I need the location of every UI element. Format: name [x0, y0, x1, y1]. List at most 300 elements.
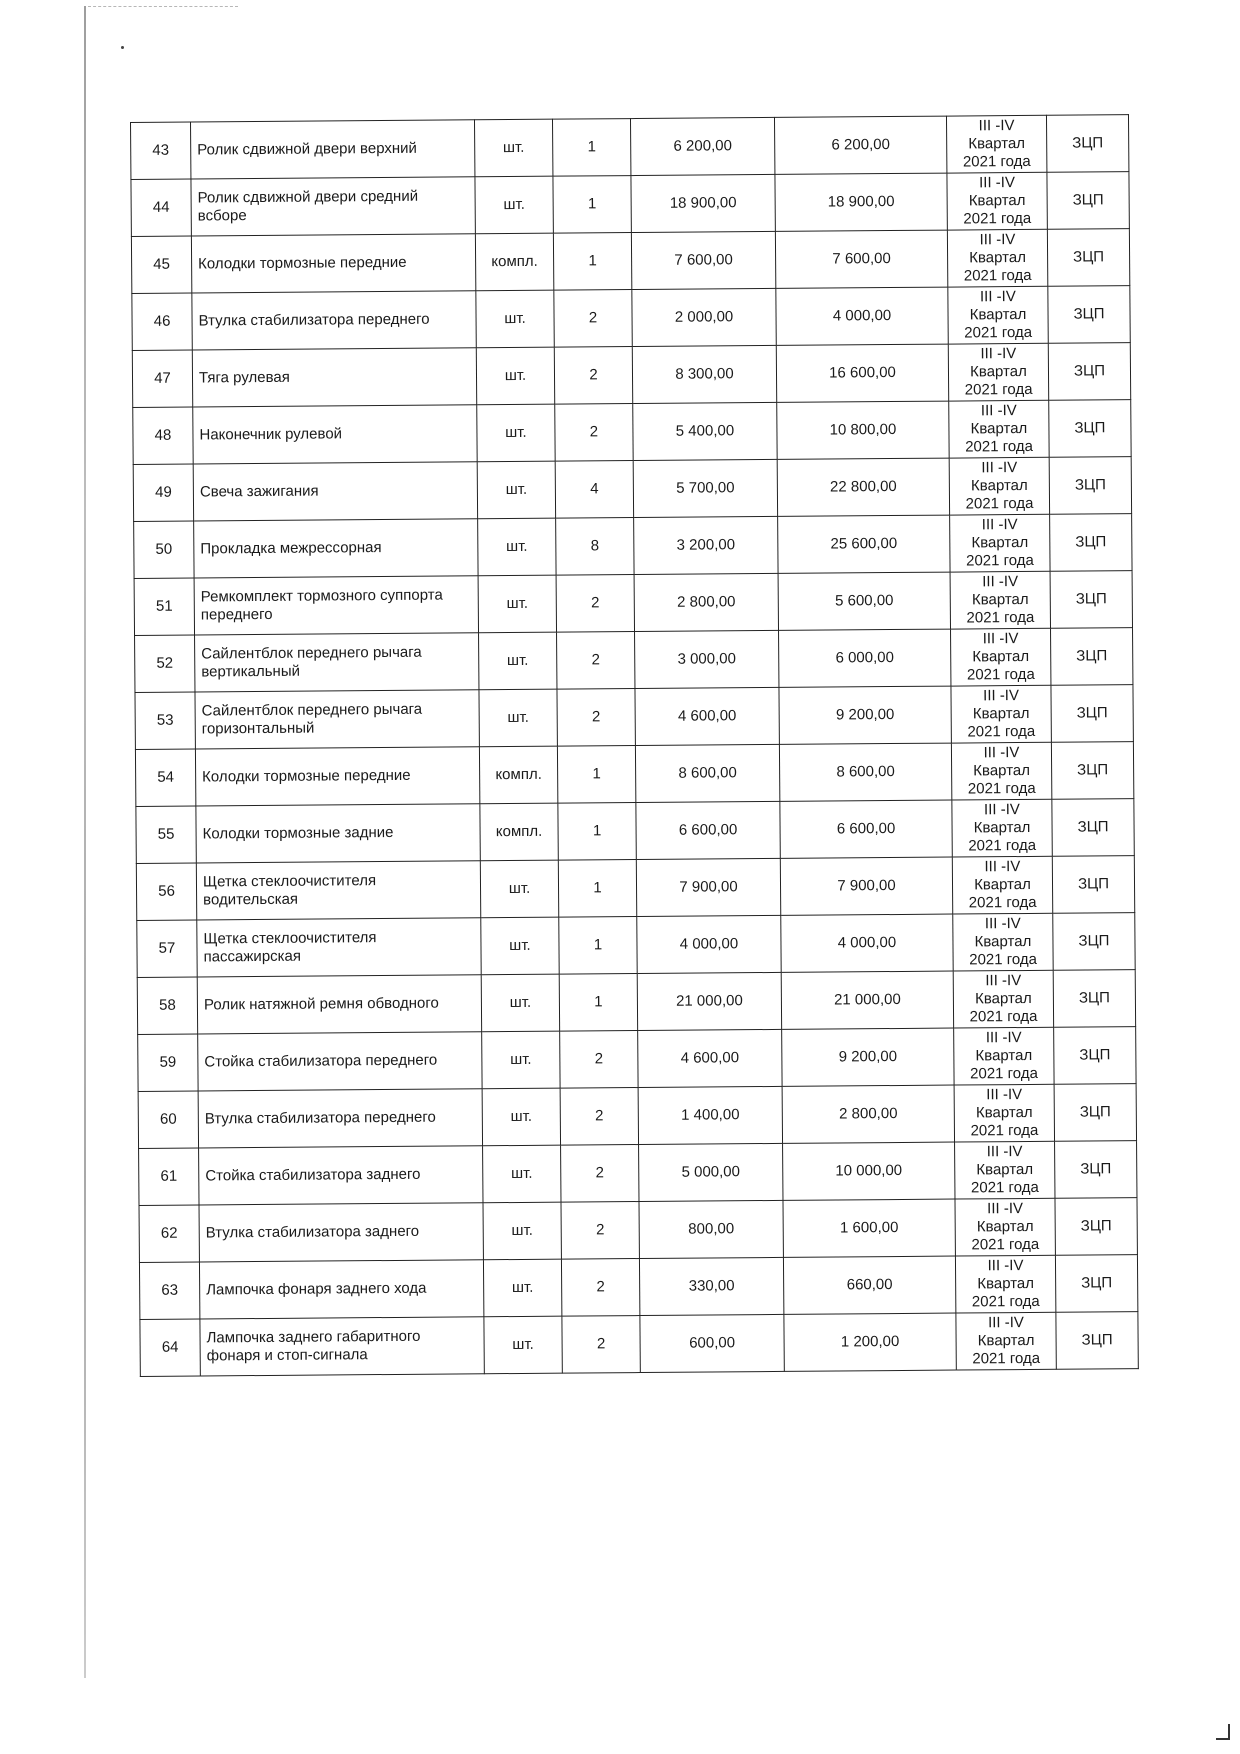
- unit-of-measure: шт.: [511, 1278, 534, 1297]
- delivery-period-cell: [954, 1084, 1054, 1142]
- quantity: 1: [587, 195, 597, 213]
- delivery-period-line: 2021 года: [966, 665, 1035, 684]
- total-price: 4 000,00: [837, 934, 897, 952]
- unit-price-cell: [630, 117, 774, 175]
- table-row: [136, 799, 1134, 864]
- delivery-period-cell: [951, 742, 1051, 800]
- table-row: [134, 571, 1132, 636]
- total-price-cell: [779, 743, 951, 801]
- unit-of-measure-cell: [483, 1202, 561, 1260]
- delivery-period-cell: [951, 685, 1051, 743]
- price-source: ЗЦП: [1078, 989, 1110, 1007]
- item-name: Втулка стабилизатора переднего: [198, 310, 430, 330]
- delivery-period-line: 2021 года: [962, 152, 1031, 171]
- unit-price: 6 200,00: [673, 137, 732, 155]
- unit-price: 2 800,00: [677, 593, 736, 611]
- total-price: 1 600,00: [839, 1218, 899, 1237]
- delivery-period-line: 2021 года: [965, 494, 1034, 513]
- delivery-period-line: III -IV: [979, 231, 1016, 249]
- total-price-cell: [774, 116, 946, 174]
- table-row: [132, 286, 1130, 351]
- delivery-period-cell: [949, 400, 1049, 458]
- row-number-cell: [135, 749, 195, 806]
- delivery-period-line: Квартал: [974, 875, 1031, 894]
- row-number: 52: [156, 654, 174, 672]
- delivery-period-cell: [952, 799, 1052, 857]
- delivery-period-line: III -IV: [981, 516, 1018, 534]
- price-source-cell: [1054, 1027, 1136, 1085]
- total-price: 5 600,00: [835, 592, 894, 610]
- quantity: 8: [590, 537, 600, 555]
- row-number: 58: [159, 996, 176, 1014]
- quantity-cell: [557, 632, 635, 690]
- delivery-period-cell: [948, 343, 1048, 401]
- quantity-cell: [553, 176, 631, 234]
- item-name: Втулка стабилизатора заднего: [205, 1222, 420, 1242]
- unit-of-measure: шт.: [504, 366, 527, 385]
- unit-price-cell: [635, 630, 779, 688]
- price-source: ЗЦП: [1079, 1046, 1111, 1064]
- unit-of-measure-cell: [483, 1145, 561, 1203]
- unit-of-measure: шт.: [505, 423, 527, 442]
- row-number: 54: [157, 768, 175, 786]
- total-price: 10 000,00: [835, 1161, 903, 1180]
- unit-of-measure-cell: [477, 404, 555, 462]
- delivery-period-line: 2021 года: [969, 1007, 1038, 1026]
- row-number-cell: [134, 521, 194, 578]
- price-source-cell: [1047, 172, 1129, 230]
- delivery-period-cell: [951, 628, 1051, 686]
- row-number: 60: [159, 1110, 177, 1128]
- item-name: Тяга рулевая: [198, 368, 290, 387]
- quantity-cell: [558, 860, 636, 918]
- delivery-period-line: 2021 года: [965, 437, 1034, 456]
- delivery-period-line: 2021 года: [971, 1235, 1040, 1254]
- delivery-period-line: III -IV: [987, 1257, 1024, 1275]
- delivery-period-line: Квартал: [977, 1274, 1035, 1293]
- quantity-cell: [561, 1145, 639, 1203]
- price-source-cell: [1051, 628, 1133, 686]
- unit-of-measure: шт.: [510, 1050, 532, 1069]
- price-source: ЗЦП: [1080, 1217, 1112, 1235]
- unit-of-measure: компл.: [495, 765, 542, 784]
- table-row: [138, 1084, 1136, 1149]
- quantity: 1: [592, 822, 602, 840]
- unit-price-cell: [640, 1314, 784, 1372]
- quantity: 2: [595, 1164, 605, 1182]
- unit-price: 3 000,00: [677, 650, 736, 668]
- price-source-cell: [1056, 1312, 1138, 1370]
- item-name: Ролик сдвижной двери средний всборе: [197, 187, 419, 225]
- delivery-period-line: 2021 года: [968, 836, 1037, 855]
- quantity-cell: [562, 1316, 640, 1374]
- unit-price: 2 000,00: [674, 308, 734, 326]
- item-name: Сайлентблок переднего рычага горизонтальный: [201, 700, 423, 738]
- quantity-cell: [560, 1031, 638, 1089]
- row-number-cell: [139, 1205, 199, 1262]
- item-name-cell: [192, 348, 476, 407]
- delivery-period-line: III -IV: [983, 744, 1020, 762]
- delivery-period-line: 2021 года: [963, 209, 1032, 228]
- delivery-period-line: 2021 года: [970, 1121, 1039, 1140]
- unit-of-measure: шт.: [504, 309, 526, 328]
- row-number-cell: [131, 236, 191, 293]
- delivery-period-cell: [952, 856, 1052, 914]
- price-source-cell: [1055, 1255, 1137, 1313]
- price-source: ЗЦП: [1076, 704, 1108, 722]
- unit-price: 5 700,00: [676, 479, 735, 497]
- unit-of-measure-cell: [476, 347, 554, 405]
- unit-of-measure-cell: [482, 1031, 560, 1089]
- delivery-period-line: III -IV: [986, 1086, 1023, 1104]
- unit-of-measure-cell: [475, 176, 553, 234]
- price-source-cell: [1053, 970, 1135, 1028]
- total-price: 1 200,00: [840, 1332, 900, 1351]
- row-number: 44: [152, 198, 170, 216]
- quantity: 1: [593, 879, 602, 897]
- row-number-cell: [139, 1262, 199, 1319]
- delivery-period-line: III -IV: [983, 687, 1020, 705]
- row-number: 55: [157, 825, 175, 843]
- row-number: 56: [158, 882, 175, 900]
- price-source: ЗЦП: [1072, 191, 1104, 209]
- quantity-cell: [561, 1202, 639, 1260]
- delivery-period-line: III -IV: [979, 174, 1015, 192]
- quantity-cell: [554, 347, 632, 405]
- quantity: 2: [588, 309, 598, 327]
- item-name: Прокладка межрессорная: [200, 539, 382, 558]
- unit-of-measure: шт.: [506, 537, 528, 556]
- delivery-period-line: 2021 года: [966, 608, 1035, 627]
- item-name: Свеча зажигания: [199, 482, 319, 501]
- unit-price-cell: [639, 1257, 783, 1315]
- unit-of-measure-cell: [481, 917, 559, 975]
- price-source-cell: [1048, 286, 1130, 344]
- total-price: 660,00: [846, 1276, 893, 1294]
- quantity-cell: [556, 575, 634, 633]
- quantity: 2: [596, 1335, 606, 1353]
- delivery-period-line: Квартал: [970, 476, 1028, 495]
- price-source: ЗЦП: [1080, 1160, 1112, 1178]
- total-price-cell: [779, 686, 951, 744]
- total-price: 10 800,00: [829, 420, 897, 439]
- price-source-cell: [1052, 856, 1134, 914]
- item-name: Втулка стабилизатора переднего: [204, 1108, 436, 1128]
- delivery-period-cell: [948, 286, 1048, 344]
- delivery-period-line: III -IV: [983, 801, 1020, 819]
- delivery-period-line: Квартал: [971, 590, 1029, 609]
- unit-price: 7 900,00: [679, 878, 738, 896]
- total-price-cell: [782, 1085, 954, 1143]
- row-number-cell: [139, 1148, 199, 1205]
- unit-price: 4 000,00: [679, 935, 739, 953]
- price-source-cell: [1050, 514, 1132, 572]
- total-price-cell: [776, 344, 948, 402]
- table-row: [137, 970, 1135, 1035]
- price-source: ЗЦП: [1073, 248, 1105, 266]
- item-name: Ролик сдвижной двери верхний: [197, 139, 417, 159]
- price-source-cell: [1054, 1084, 1136, 1142]
- item-name-cell: [195, 690, 479, 749]
- unit-of-measure-cell: [478, 518, 556, 576]
- delivery-period-line: III -IV: [980, 345, 1017, 363]
- delivery-period-line: III -IV: [986, 1143, 1023, 1161]
- row-number: 49: [154, 483, 172, 501]
- row-number-cell: [131, 179, 191, 236]
- unit-price-cell: [633, 402, 777, 460]
- total-price: 9 200,00: [838, 1048, 898, 1066]
- row-number: 48: [154, 426, 172, 444]
- scan-speck: [121, 46, 124, 49]
- unit-price-cell: [636, 801, 780, 859]
- unit-of-measure: шт.: [507, 708, 529, 727]
- item-name-cell: [197, 975, 481, 1034]
- unit-price: 5 400,00: [675, 422, 735, 440]
- delivery-period-line: Квартал: [970, 419, 1028, 438]
- delivery-period-line: III -IV: [985, 1029, 1022, 1047]
- unit-price: 5 000,00: [681, 1163, 741, 1181]
- unit-of-measure-cell: [479, 746, 557, 804]
- item-name: Ремкомплект тормозного суппорта переднего: [200, 586, 443, 624]
- unit-price-cell: [638, 1029, 782, 1087]
- delivery-period-line: III -IV: [984, 915, 1021, 933]
- item-name: Колодки тормозные передние: [202, 766, 411, 786]
- quantity: 2: [589, 423, 599, 441]
- row-number: 62: [160, 1224, 178, 1242]
- quantity: 1: [594, 993, 603, 1011]
- total-price-cell: [778, 572, 950, 630]
- row-number-cell: [135, 692, 195, 749]
- row-number-cell: [137, 977, 197, 1034]
- specification-table: [130, 114, 1139, 1377]
- unit-price-cell: [637, 915, 781, 973]
- quantity-cell: [552, 119, 630, 177]
- row-number-cell: [133, 464, 193, 521]
- price-source-cell: [1051, 742, 1133, 800]
- quantity-cell: [561, 1259, 639, 1317]
- delivery-period-line: 2021 года: [970, 1178, 1039, 1197]
- price-source: ЗЦП: [1074, 419, 1106, 437]
- delivery-period-line: Квартал: [968, 134, 1026, 153]
- price-source-cell: [1050, 571, 1132, 629]
- item-name-cell: [194, 519, 478, 578]
- delivery-period-line: Квартал: [971, 533, 1029, 552]
- total-price-cell: [782, 1028, 954, 1086]
- total-price: 9 200,00: [835, 706, 895, 724]
- unit-of-measure: шт.: [506, 651, 529, 670]
- price-source: ЗЦП: [1075, 533, 1107, 551]
- delivery-period-line: Квартал: [975, 1103, 1033, 1122]
- total-price: 7 600,00: [832, 250, 891, 268]
- price-source: ЗЦП: [1074, 476, 1106, 494]
- row-number-cell: [132, 293, 192, 350]
- unit-of-measure: шт.: [512, 1335, 534, 1354]
- quantity: 2: [591, 651, 600, 669]
- quantity: 1: [593, 936, 603, 954]
- table-row: [132, 343, 1130, 408]
- row-number: 61: [160, 1167, 178, 1185]
- quantity-cell: [556, 518, 634, 576]
- delivery-period-cell: [949, 457, 1049, 515]
- delivery-period-cell: [955, 1255, 1055, 1313]
- unit-of-measure: шт.: [511, 1221, 533, 1240]
- total-price: 6 000,00: [835, 649, 894, 667]
- row-number: 59: [159, 1053, 177, 1071]
- delivery-period-cell: [956, 1312, 1056, 1370]
- row-number: 43: [152, 141, 170, 159]
- item-name-cell: [199, 1203, 483, 1262]
- table-body: [131, 115, 1139, 1377]
- row-number-cell: [138, 1091, 198, 1148]
- row-number-cell: [134, 578, 194, 635]
- unit-price-cell: [631, 174, 775, 232]
- price-source-cell: [1046, 115, 1128, 173]
- unit-price: 330,00: [688, 1277, 735, 1295]
- item-name-cell: [199, 1260, 483, 1319]
- quantity: 2: [596, 1278, 605, 1296]
- delivery-period-cell: [953, 970, 1053, 1028]
- delivery-period-line: Квартал: [969, 305, 1027, 324]
- item-name-cell: [194, 576, 478, 635]
- total-price: 7 900,00: [837, 877, 896, 895]
- total-price-cell: [784, 1313, 956, 1371]
- total-price: 6 600,00: [836, 820, 896, 838]
- item-name-cell: [196, 804, 480, 863]
- price-source-cell: [1052, 799, 1134, 857]
- delivery-period-line: Квартал: [973, 761, 1031, 780]
- unit-price-cell: [632, 345, 776, 403]
- quantity: 2: [594, 1050, 604, 1068]
- delivery-period-line: III -IV: [982, 573, 1019, 591]
- unit-of-measure: шт.: [503, 195, 525, 214]
- row-number: 57: [158, 939, 176, 957]
- row-number-cell: [135, 635, 195, 692]
- price-source: ЗЦП: [1081, 1331, 1113, 1349]
- quantity: 2: [595, 1221, 605, 1239]
- delivery-period-line: 2021 года: [964, 323, 1033, 342]
- item-name: Стойка стабилизатора переднего: [204, 1051, 438, 1071]
- row-number-cell: [140, 1319, 200, 1376]
- row-number-cell: [137, 920, 197, 977]
- row-number-cell: [138, 1034, 198, 1091]
- item-name-cell: [200, 1317, 484, 1376]
- table-row: [135, 742, 1133, 807]
- row-number-cell: [132, 350, 192, 407]
- table-row: [139, 1141, 1137, 1206]
- price-source: ЗЦП: [1079, 1103, 1111, 1121]
- price-source-cell: [1049, 457, 1131, 515]
- total-price: 25 600,00: [830, 534, 898, 553]
- row-number: 47: [154, 369, 171, 387]
- quantity-cell: [553, 233, 631, 291]
- total-price-cell: [776, 287, 948, 345]
- table-row: [131, 172, 1129, 237]
- unit-price-cell: [639, 1143, 783, 1201]
- unit-of-measure-cell: [475, 233, 553, 291]
- delivery-period-line: 2021 года: [967, 722, 1036, 741]
- unit-of-measure: компл.: [491, 252, 538, 271]
- quantity-cell: [560, 1088, 638, 1146]
- unit-of-measure-cell: [476, 290, 554, 348]
- unit-price-cell: [638, 1086, 782, 1144]
- unit-of-measure: шт.: [508, 879, 531, 898]
- row-number: 45: [153, 255, 171, 273]
- unit-price: 21 000,00: [675, 992, 743, 1010]
- item-name-cell: [191, 120, 475, 179]
- total-price: 21 000,00: [833, 990, 901, 1009]
- table-row: [138, 1027, 1136, 1092]
- price-source: ЗЦП: [1078, 932, 1110, 950]
- unit-of-measure: шт.: [502, 138, 525, 157]
- delivery-period-line: Квартал: [968, 191, 1026, 210]
- total-price: 8 600,00: [836, 763, 895, 781]
- quantity-cell: [558, 803, 636, 861]
- table-row: [135, 685, 1133, 750]
- quantity: 1: [588, 252, 597, 270]
- delivery-period-cell: [946, 115, 1046, 173]
- price-source: ЗЦП: [1072, 134, 1104, 152]
- row-number: 50: [155, 540, 173, 558]
- item-name: Ролик натяжной ремня обводного: [203, 994, 439, 1014]
- total-price-cell: [777, 401, 949, 459]
- item-name-cell: [197, 918, 481, 977]
- item-name: Лампочка заднего габаритного фонаря и стоп-сигнала: [206, 1327, 421, 1365]
- table-row: [135, 628, 1133, 693]
- total-price-cell: [780, 800, 952, 858]
- delivery-period-line: 2021 года: [969, 950, 1038, 969]
- price-source-cell: [1049, 400, 1131, 458]
- delivery-period-line: 2021 года: [971, 1292, 1040, 1311]
- delivery-period-line: Квартал: [974, 989, 1032, 1008]
- unit-price: 3 200,00: [676, 536, 736, 554]
- item-name: Стойка стабилизатора заднего: [205, 1165, 421, 1185]
- unit-of-measure: шт.: [509, 936, 531, 955]
- quantity: 2: [595, 1107, 604, 1125]
- price-source: ЗЦП: [1073, 305, 1105, 323]
- item-name: Щетка стеклоочистителя водительская: [202, 872, 377, 909]
- delivery-period-line: III -IV: [980, 402, 1017, 420]
- delivery-period-line: 2021 года: [968, 893, 1037, 912]
- price-source: ЗЦП: [1077, 761, 1109, 779]
- delivery-period-line: 2021 года: [963, 266, 1032, 285]
- unit-of-measure: компл.: [495, 822, 543, 841]
- delivery-period-line: III -IV: [987, 1200, 1024, 1218]
- item-name-cell: [198, 1032, 482, 1091]
- total-price-cell: [777, 458, 949, 516]
- unit-price: 4 600,00: [677, 707, 737, 725]
- item-name-cell: [198, 1089, 482, 1148]
- unit-of-measure-cell: [484, 1316, 562, 1374]
- unit-price-cell: [635, 687, 779, 745]
- unit-price-cell: [631, 231, 775, 289]
- total-price-cell: [779, 629, 951, 687]
- unit-price-cell: [634, 516, 778, 574]
- item-name-cell: [195, 633, 479, 692]
- quantity-cell: [557, 746, 635, 804]
- quantity: 2: [591, 708, 601, 726]
- scan-edge-top: [88, 6, 238, 8]
- delivery-period-cell: [947, 172, 1047, 230]
- unit-of-measure: шт.: [510, 1164, 533, 1183]
- item-name-cell: [195, 747, 479, 806]
- delivery-period-line: III -IV: [978, 117, 1015, 135]
- delivery-period-line: Квартал: [972, 704, 1030, 723]
- table-row: [133, 400, 1131, 465]
- row-number-cell: [136, 806, 196, 863]
- item-name-cell: [193, 405, 477, 464]
- unit-price: 7 600,00: [674, 251, 733, 269]
- unit-price-cell: [632, 288, 776, 346]
